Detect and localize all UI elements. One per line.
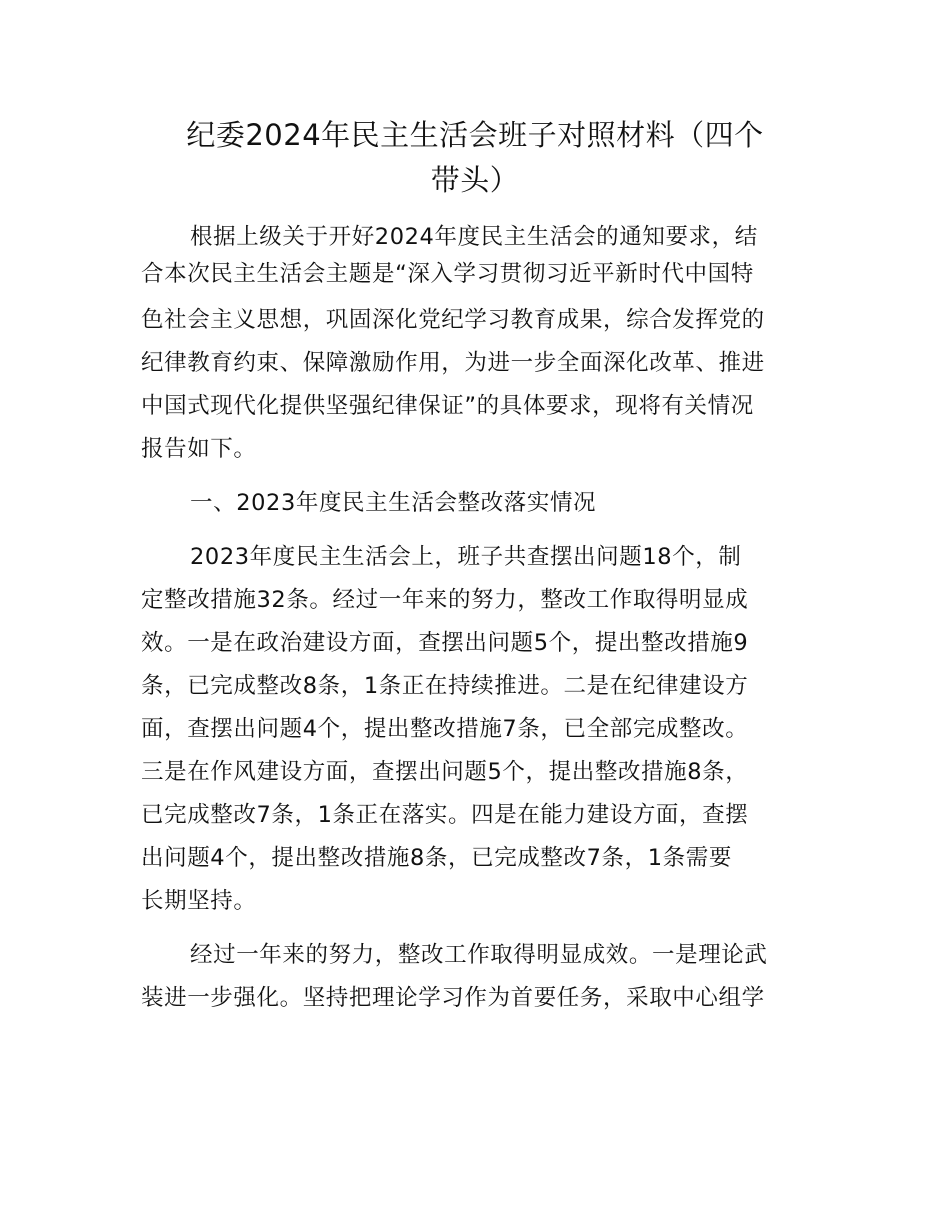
paragraph-line: 合本次民主生活会主题是“深入学习贯彻习近平新时代中国特 — [141, 261, 754, 287]
paragraph-line: 三是在作风建设方面，查摆出问题5个，提出整改措施8条， — [141, 759, 749, 785]
paragraph-line: 根据上级关于开好2024年度民主生活会的通知要求，结 — [190, 224, 758, 250]
paragraph-line: 出问题4个，提出整改措施8条，已完成整改7条，1条需要 — [141, 845, 732, 871]
section-heading: 一、2023年度民主生活会整改落实情况 — [190, 490, 597, 516]
document-title: 纪委2024年民主生活会班子对照材料（四个 — [186, 118, 764, 152]
paragraph-line: 经过一年来的努力，整改工作取得明显成效。一是理论武 — [190, 942, 768, 968]
paragraph-line: 纪律教育约束、保障激励作用，为进一步全面深化改革、推进 — [141, 350, 765, 376]
document-title-continued: 带头） — [430, 163, 520, 197]
paragraph-line: 面，查摆出问题4个，提出整改措施7条，已全部完成整改。 — [141, 716, 749, 742]
paragraph-line: 已完成整改7条，1条正在落实。四是在能力建设方面，查摆 — [141, 802, 749, 828]
paragraph-line: 条，已完成整改8条，1条正在持续推进。二是在纪律建设方 — [141, 673, 749, 699]
paragraph-line: 定整改措施32条。经过一年来的努力，整改工作取得明显成 — [141, 587, 749, 613]
paragraph-line: 中国式现代化提供坚强纪律保证”的具体要求，现将有关情况 — [141, 393, 754, 419]
paragraph-line: 2023年度民主生活会上，班子共查摆出问题18个，制 — [190, 544, 742, 570]
paragraph-line: 色社会主义思想，巩固深化党纪学习教育成果，综合发挥党的 — [141, 307, 765, 333]
paragraph-line: 效。一是在政治建设方面，查摆出问题5个，提出整改措施9 — [141, 630, 749, 656]
paragraph-line: 长期坚持。 — [141, 888, 257, 914]
paragraph-line: 报告如下。 — [141, 436, 257, 462]
paragraph-line: 装进一步强化。坚持把理论学习作为首要任务，采取中心组学 — [141, 985, 765, 1011]
